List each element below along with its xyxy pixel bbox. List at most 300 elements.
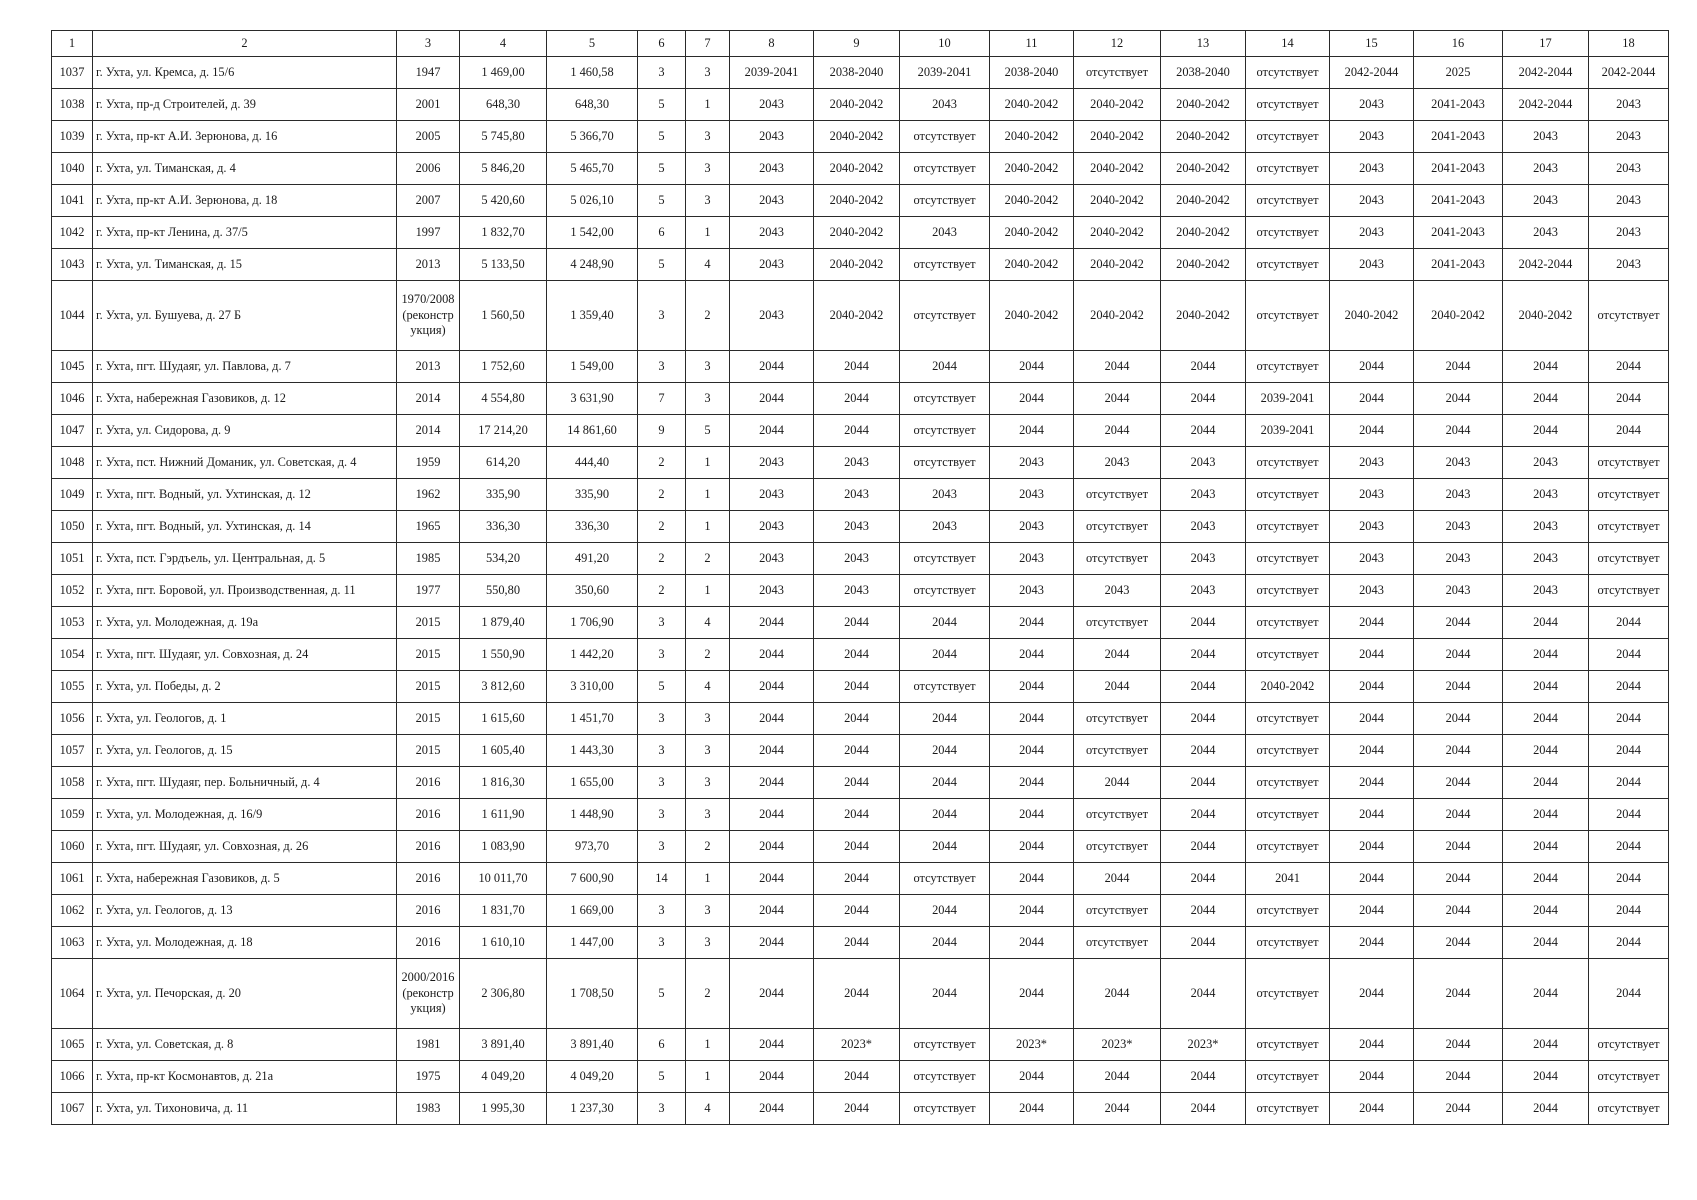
row-number-cell: 1047 bbox=[52, 415, 93, 447]
table-cell: отсутствует bbox=[1246, 1029, 1330, 1061]
table-cell: 2044 bbox=[1503, 927, 1589, 959]
table-cell: 2041-2043 bbox=[1414, 153, 1503, 185]
table-cell: 1 615,60 bbox=[460, 703, 547, 735]
address-cell: г. Ухта, ул. Молодежная, д. 16/9 bbox=[93, 799, 397, 831]
table-cell: 2044 bbox=[1589, 767, 1669, 799]
table-cell: 2040-2042 bbox=[1161, 217, 1246, 249]
table-cell: отсутствует bbox=[1074, 511, 1161, 543]
table-cell: 2043 bbox=[730, 217, 814, 249]
table-cell: 2038-2040 bbox=[1161, 57, 1246, 89]
table-cell: 2040-2042 bbox=[1074, 281, 1161, 351]
table-row bbox=[52, 607, 1669, 639]
table-cell: 2043 bbox=[1414, 479, 1503, 511]
table-cell: 2040-2042 bbox=[1414, 281, 1503, 351]
table-cell: 2043 bbox=[1330, 543, 1414, 575]
table-cell: 2043 bbox=[1503, 447, 1589, 479]
table-cell: 5 bbox=[638, 89, 686, 121]
table-cell: 2043 bbox=[730, 511, 814, 543]
row-number-cell: 1054 bbox=[52, 639, 93, 671]
table-cell: 2043 bbox=[814, 543, 900, 575]
table-cell: 2043 bbox=[1414, 543, 1503, 575]
table-cell: 2044 bbox=[1161, 1093, 1246, 1125]
table-cell: 2044 bbox=[990, 351, 1074, 383]
table-cell: 2044 bbox=[990, 671, 1074, 703]
table-cell: 2043 bbox=[900, 89, 990, 121]
table-cell: 1 bbox=[686, 89, 730, 121]
table-cell: 2042-2044 bbox=[1503, 89, 1589, 121]
table-row bbox=[52, 703, 1669, 735]
table-cell: 2044 bbox=[814, 351, 900, 383]
table-cell: 1 447,00 bbox=[547, 927, 638, 959]
table-cell: 2 bbox=[686, 281, 730, 351]
table-cell: 2044 bbox=[1161, 831, 1246, 863]
table-cell: 3 bbox=[638, 351, 686, 383]
table-cell: отсутствует bbox=[1246, 607, 1330, 639]
table-cell: 2043 bbox=[1330, 185, 1414, 217]
table-cell: 2041-2043 bbox=[1414, 217, 1503, 249]
table-row bbox=[52, 927, 1669, 959]
table-cell: 2044 bbox=[900, 351, 990, 383]
table-cell: 2044 bbox=[1074, 415, 1161, 447]
table-cell: 1 bbox=[686, 863, 730, 895]
table-cell: отсутствует bbox=[1074, 543, 1161, 575]
column-number-cell: 7 bbox=[686, 31, 730, 57]
table-cell: 2044 bbox=[730, 831, 814, 863]
table-cell: отсутствует bbox=[1246, 959, 1330, 1029]
table-cell: 1 bbox=[686, 217, 730, 249]
table-cell: 2040-2042 bbox=[814, 185, 900, 217]
table-cell: 2044 bbox=[730, 895, 814, 927]
table-cell: 2040-2042 bbox=[1074, 217, 1161, 249]
table-cell: 3 bbox=[686, 153, 730, 185]
table-cell: 2044 bbox=[1589, 607, 1669, 639]
table-cell: 3 bbox=[686, 735, 730, 767]
year-cell: 2015 bbox=[397, 639, 460, 671]
table-row bbox=[52, 831, 1669, 863]
table-cell: 3 891,40 bbox=[547, 1029, 638, 1061]
table-cell: 2043 bbox=[1589, 121, 1669, 153]
table-cell: 2044 bbox=[1330, 927, 1414, 959]
year-cell: 2016 bbox=[397, 799, 460, 831]
column-number-cell: 6 bbox=[638, 31, 686, 57]
table-cell: 2043 bbox=[990, 447, 1074, 479]
address-cell: г. Ухта, пгт. Шудаяг, ул. Павлова, д. 7 bbox=[93, 351, 397, 383]
table-row bbox=[52, 57, 1669, 89]
table-cell: 2044 bbox=[1589, 799, 1669, 831]
table-cell: 2044 bbox=[1330, 607, 1414, 639]
table-cell: отсутствует bbox=[1246, 185, 1330, 217]
row-number-cell: 1067 bbox=[52, 1093, 93, 1125]
table-cell: 2039-2041 bbox=[1246, 383, 1330, 415]
table-cell: 2040-2042 bbox=[1161, 153, 1246, 185]
table-cell: 3 bbox=[638, 639, 686, 671]
table-cell: 2044 bbox=[1074, 1061, 1161, 1093]
table-cell: 2044 bbox=[990, 895, 1074, 927]
table-row bbox=[52, 415, 1669, 447]
year-cell: 2000/2016 (реконстр укция) bbox=[397, 959, 460, 1029]
table-cell: 2044 bbox=[1074, 639, 1161, 671]
table-cell: 2044 bbox=[814, 703, 900, 735]
table-row bbox=[52, 575, 1669, 607]
year-cell: 1985 bbox=[397, 543, 460, 575]
table-cell: отсутствует bbox=[1589, 1061, 1669, 1093]
table-cell: 3 bbox=[686, 895, 730, 927]
address-cell: г. Ухта, пр-д Строителей, д. 39 bbox=[93, 89, 397, 121]
table-cell: 2044 bbox=[730, 1093, 814, 1125]
table-cell: 2040-2042 bbox=[1074, 121, 1161, 153]
table-cell: 2040-2042 bbox=[814, 217, 900, 249]
table-cell: 1 542,00 bbox=[547, 217, 638, 249]
table-cell: 2043 bbox=[730, 185, 814, 217]
table-cell: 2044 bbox=[1330, 383, 1414, 415]
year-cell: 1977 bbox=[397, 575, 460, 607]
table-cell: 2043 bbox=[730, 575, 814, 607]
table-cell: отсутствует bbox=[1246, 121, 1330, 153]
table-cell: 2044 bbox=[1503, 351, 1589, 383]
table-cell: 2044 bbox=[1161, 959, 1246, 1029]
table-cell: 2042-2044 bbox=[1503, 57, 1589, 89]
table-cell: 2040-2042 bbox=[990, 153, 1074, 185]
table-cell: отсутствует bbox=[1246, 703, 1330, 735]
table-row bbox=[52, 447, 1669, 479]
table-cell: 2040-2042 bbox=[1503, 281, 1589, 351]
column-number-cell: 15 bbox=[1330, 31, 1414, 57]
table-cell: 2040-2042 bbox=[990, 185, 1074, 217]
table-cell: отсутствует bbox=[1074, 607, 1161, 639]
table-cell: 2044 bbox=[990, 863, 1074, 895]
table-cell: 2044 bbox=[814, 927, 900, 959]
table-cell: 2043 bbox=[730, 249, 814, 281]
row-number-cell: 1037 bbox=[52, 57, 93, 89]
table-cell: отсутствует bbox=[1246, 831, 1330, 863]
table-row bbox=[52, 543, 1669, 575]
table-cell: 1 448,90 bbox=[547, 799, 638, 831]
table-cell: отсутствует bbox=[900, 185, 990, 217]
table-cell: 2044 bbox=[1503, 1029, 1589, 1061]
address-cell: г. Ухта, набережная Газовиков, д. 12 bbox=[93, 383, 397, 415]
table-cell: 2044 bbox=[730, 863, 814, 895]
table-cell: 2044 bbox=[1414, 351, 1503, 383]
table-cell: 3 bbox=[638, 735, 686, 767]
table-cell: 2044 bbox=[730, 703, 814, 735]
table-cell: 2044 bbox=[1503, 959, 1589, 1029]
table-cell: 1 359,40 bbox=[547, 281, 638, 351]
row-number-cell: 1055 bbox=[52, 671, 93, 703]
table-cell: 1 669,00 bbox=[547, 895, 638, 927]
table-cell: 2040-2042 bbox=[814, 281, 900, 351]
column-number-cell: 9 bbox=[814, 31, 900, 57]
row-number-cell: 1045 bbox=[52, 351, 93, 383]
table-cell: 2044 bbox=[730, 1061, 814, 1093]
table-row bbox=[52, 281, 1669, 351]
table-cell: 2044 bbox=[990, 959, 1074, 1029]
address-cell: г. Ухта, ул. Тиманская, д. 4 bbox=[93, 153, 397, 185]
table-cell: 2043 bbox=[1330, 511, 1414, 543]
table-cell: 2040-2042 bbox=[814, 249, 900, 281]
table-row bbox=[52, 351, 1669, 383]
table-row bbox=[52, 89, 1669, 121]
table-cell: 2043 bbox=[1330, 447, 1414, 479]
table-cell: 2044 bbox=[1503, 895, 1589, 927]
table-cell: 2038-2040 bbox=[990, 57, 1074, 89]
row-number-cell: 1046 bbox=[52, 383, 93, 415]
table-cell: 2043 bbox=[1414, 575, 1503, 607]
table-cell: 2041 bbox=[1246, 863, 1330, 895]
table-cell: 2044 bbox=[730, 639, 814, 671]
table-cell: 2044 bbox=[730, 351, 814, 383]
table-cell: 2 bbox=[686, 959, 730, 1029]
table-cell: 335,90 bbox=[460, 479, 547, 511]
table-cell: 2040-2042 bbox=[814, 121, 900, 153]
table-row bbox=[52, 1093, 1669, 1125]
column-number-header-row bbox=[52, 31, 1669, 57]
table-cell: 3 310,00 bbox=[547, 671, 638, 703]
table-cell: 5 bbox=[638, 249, 686, 281]
table-cell: 2044 bbox=[1330, 895, 1414, 927]
table-row bbox=[52, 639, 1669, 671]
table-cell: отсутствует bbox=[1074, 57, 1161, 89]
address-cell: г. Ухта, пр-кт Космонавтов, д. 21а bbox=[93, 1061, 397, 1093]
table-cell: 2044 bbox=[990, 607, 1074, 639]
table-cell: 648,30 bbox=[460, 89, 547, 121]
table-row bbox=[52, 895, 1669, 927]
table-cell: 2043 bbox=[1589, 153, 1669, 185]
table-cell: 2044 bbox=[1589, 959, 1669, 1029]
column-number-cell: 17 bbox=[1503, 31, 1589, 57]
table-cell: 2040-2042 bbox=[990, 121, 1074, 153]
table-cell: 1 bbox=[686, 447, 730, 479]
table-cell: 2043 bbox=[1503, 185, 1589, 217]
table-cell: 2040-2042 bbox=[990, 89, 1074, 121]
table-cell: 2044 bbox=[814, 671, 900, 703]
table-cell: 2044 bbox=[1161, 671, 1246, 703]
table-cell: 2044 bbox=[730, 799, 814, 831]
table-cell: 14 861,60 bbox=[547, 415, 638, 447]
table-cell: 2043 bbox=[1074, 575, 1161, 607]
table-cell: 2044 bbox=[1503, 415, 1589, 447]
table-cell: 2023* bbox=[1074, 1029, 1161, 1061]
table-cell: 2044 bbox=[990, 639, 1074, 671]
table-cell: 2044 bbox=[1503, 1061, 1589, 1093]
table-cell: 2044 bbox=[1161, 927, 1246, 959]
table-cell: 614,20 bbox=[460, 447, 547, 479]
table-cell: 2044 bbox=[990, 703, 1074, 735]
table-cell: 2044 bbox=[1503, 863, 1589, 895]
table-cell: 5 bbox=[686, 415, 730, 447]
table-cell: 2044 bbox=[814, 895, 900, 927]
column-number-cell: 5 bbox=[547, 31, 638, 57]
table-cell: 3 bbox=[638, 703, 686, 735]
table-cell: 2 bbox=[638, 447, 686, 479]
address-cell: г. Ухта, пст. Нижний Доманик, ул. Советская, д. 4 bbox=[93, 447, 397, 479]
table-cell: отсутствует bbox=[900, 153, 990, 185]
column-number-cell: 11 bbox=[990, 31, 1074, 57]
table-cell: 2044 bbox=[730, 927, 814, 959]
address-cell: г. Ухта, пр-кт А.И. Зерюнова, д. 16 bbox=[93, 121, 397, 153]
column-number-cell: 3 bbox=[397, 31, 460, 57]
table-cell: 2044 bbox=[1161, 383, 1246, 415]
table-cell: 2044 bbox=[814, 383, 900, 415]
column-number-cell: 18 bbox=[1589, 31, 1669, 57]
table-cell: 2044 bbox=[1330, 863, 1414, 895]
table-cell: 1 611,90 bbox=[460, 799, 547, 831]
table-cell: 5 bbox=[638, 671, 686, 703]
table-cell: 2039-2041 bbox=[730, 57, 814, 89]
table-cell: отсутствует bbox=[900, 1029, 990, 1061]
table-cell: 6 bbox=[638, 217, 686, 249]
column-number-cell: 8 bbox=[730, 31, 814, 57]
table-cell: 2044 bbox=[1503, 767, 1589, 799]
column-number-cell: 12 bbox=[1074, 31, 1161, 57]
table-cell: 2044 bbox=[1589, 895, 1669, 927]
table-row bbox=[52, 153, 1669, 185]
row-number-cell: 1057 bbox=[52, 735, 93, 767]
table-cell: 1 451,70 bbox=[547, 703, 638, 735]
table-cell: 3 bbox=[638, 927, 686, 959]
address-cell: г. Ухта, пст. Гэрдъель, ул. Центральная, д. 5 bbox=[93, 543, 397, 575]
table-cell: 5 745,80 bbox=[460, 121, 547, 153]
table-cell: 2044 bbox=[730, 415, 814, 447]
table-cell: 1 879,40 bbox=[460, 607, 547, 639]
table-cell: 350,60 bbox=[547, 575, 638, 607]
row-number-cell: 1060 bbox=[52, 831, 93, 863]
table-cell: 2043 bbox=[900, 479, 990, 511]
table-cell: отсутствует bbox=[1589, 447, 1669, 479]
address-cell: г. Ухта, ул. Советская, д. 8 bbox=[93, 1029, 397, 1061]
table-row bbox=[52, 767, 1669, 799]
table-cell: 2 bbox=[686, 831, 730, 863]
year-cell: 2014 bbox=[397, 383, 460, 415]
table-cell: 336,30 bbox=[547, 511, 638, 543]
table-cell: 2044 bbox=[814, 415, 900, 447]
table-row bbox=[52, 185, 1669, 217]
table-cell: 2043 bbox=[730, 447, 814, 479]
table-cell: 3 bbox=[686, 799, 730, 831]
table-row bbox=[52, 1029, 1669, 1061]
table-cell: 2044 bbox=[1589, 831, 1669, 863]
table-cell: 2040-2042 bbox=[1161, 89, 1246, 121]
table-cell: 2044 bbox=[730, 671, 814, 703]
table-cell: отсутствует bbox=[900, 1061, 990, 1093]
table-cell: 3 bbox=[638, 281, 686, 351]
table-cell: 2044 bbox=[814, 1093, 900, 1125]
year-cell: 2001 bbox=[397, 89, 460, 121]
table-cell: 3 bbox=[686, 185, 730, 217]
table-cell: 3 bbox=[686, 767, 730, 799]
table-cell: 2044 bbox=[1414, 1061, 1503, 1093]
table-cell: 335,90 bbox=[547, 479, 638, 511]
table-cell: 3 bbox=[686, 383, 730, 415]
table-cell: 2040-2042 bbox=[990, 217, 1074, 249]
table-cell: 1 752,60 bbox=[460, 351, 547, 383]
year-cell: 1947 bbox=[397, 57, 460, 89]
table-cell: 2044 bbox=[1503, 703, 1589, 735]
table-cell: 2043 bbox=[730, 281, 814, 351]
year-cell: 2016 bbox=[397, 895, 460, 927]
table-cell: 444,40 bbox=[547, 447, 638, 479]
row-number-cell: 1061 bbox=[52, 863, 93, 895]
table-cell: 2 bbox=[638, 575, 686, 607]
address-cell: г. Ухта, пгт. Водный, ул. Ухтинская, д. 12 bbox=[93, 479, 397, 511]
table-row bbox=[52, 863, 1669, 895]
table-cell: 2044 bbox=[814, 735, 900, 767]
table-cell: 973,70 bbox=[547, 831, 638, 863]
table-cell: 2043 bbox=[1414, 511, 1503, 543]
table-cell: 2040-2042 bbox=[814, 89, 900, 121]
table-cell: 2043 bbox=[730, 153, 814, 185]
table-cell: 2043 bbox=[1161, 511, 1246, 543]
table-cell: 2044 bbox=[990, 415, 1074, 447]
table-cell: 2043 bbox=[1503, 153, 1589, 185]
table-row bbox=[52, 383, 1669, 415]
table-cell: 6 bbox=[638, 1029, 686, 1061]
table-cell: 3 bbox=[638, 57, 686, 89]
table-cell: 4 049,20 bbox=[547, 1061, 638, 1093]
table-cell: 5 bbox=[638, 1061, 686, 1093]
table-cell: 2041-2043 bbox=[1414, 185, 1503, 217]
table-cell: 2044 bbox=[1330, 799, 1414, 831]
table-cell: 3 bbox=[686, 121, 730, 153]
table-cell: 14 bbox=[638, 863, 686, 895]
table-row bbox=[52, 735, 1669, 767]
table-cell: 1 bbox=[686, 1061, 730, 1093]
table-cell: 2043 bbox=[1161, 447, 1246, 479]
table-cell: отсутствует bbox=[1074, 799, 1161, 831]
table-cell: 3 bbox=[686, 351, 730, 383]
table-cell: 2043 bbox=[1330, 249, 1414, 281]
year-cell: 2016 bbox=[397, 767, 460, 799]
address-cell: г. Ухта, ул. Тихоновича, д. 11 bbox=[93, 1093, 397, 1125]
table-cell: отсутствует bbox=[900, 1093, 990, 1125]
table-cell: 7 600,90 bbox=[547, 863, 638, 895]
table-cell: 2044 bbox=[1161, 607, 1246, 639]
row-number-cell: 1048 bbox=[52, 447, 93, 479]
table-cell: 2044 bbox=[1161, 1061, 1246, 1093]
table-cell: 2044 bbox=[1074, 383, 1161, 415]
table-cell: отсутствует bbox=[900, 121, 990, 153]
table-cell: 2044 bbox=[900, 895, 990, 927]
column-number-cell: 2 bbox=[93, 31, 397, 57]
address-cell: г. Ухта, пр-кт А.И. Зерюнова, д. 18 bbox=[93, 185, 397, 217]
table-cell: 2043 bbox=[1414, 447, 1503, 479]
table-cell: 5 366,70 bbox=[547, 121, 638, 153]
row-number-cell: 1064 bbox=[52, 959, 93, 1029]
table-cell: отсутствует bbox=[1589, 281, 1669, 351]
column-number-cell: 16 bbox=[1414, 31, 1503, 57]
table-cell: 2044 bbox=[814, 959, 900, 1029]
table-cell: 2044 bbox=[1330, 831, 1414, 863]
table-cell: 2044 bbox=[1161, 735, 1246, 767]
table-cell: 2043 bbox=[1161, 543, 1246, 575]
table-cell: 1 bbox=[686, 479, 730, 511]
table-cell: 2043 bbox=[1330, 153, 1414, 185]
table-cell: отсутствует bbox=[1246, 479, 1330, 511]
table-cell: отсутствует bbox=[900, 383, 990, 415]
table-cell: 2044 bbox=[900, 703, 990, 735]
table-cell: отсутствует bbox=[1074, 831, 1161, 863]
table-cell: 5 026,10 bbox=[547, 185, 638, 217]
address-cell: г. Ухта, ул. Победы, д. 2 bbox=[93, 671, 397, 703]
table-cell: отсутствует bbox=[900, 447, 990, 479]
table-cell: 2044 bbox=[814, 863, 900, 895]
year-cell: 1959 bbox=[397, 447, 460, 479]
address-cell: г. Ухта, ул. Геологов, д. 13 bbox=[93, 895, 397, 927]
table-cell: 2044 bbox=[1589, 927, 1669, 959]
table-cell: 2044 bbox=[1589, 671, 1669, 703]
row-number-cell: 1044 bbox=[52, 281, 93, 351]
table-cell: 2039-2041 bbox=[1246, 415, 1330, 447]
table-cell: 2039-2041 bbox=[900, 57, 990, 89]
